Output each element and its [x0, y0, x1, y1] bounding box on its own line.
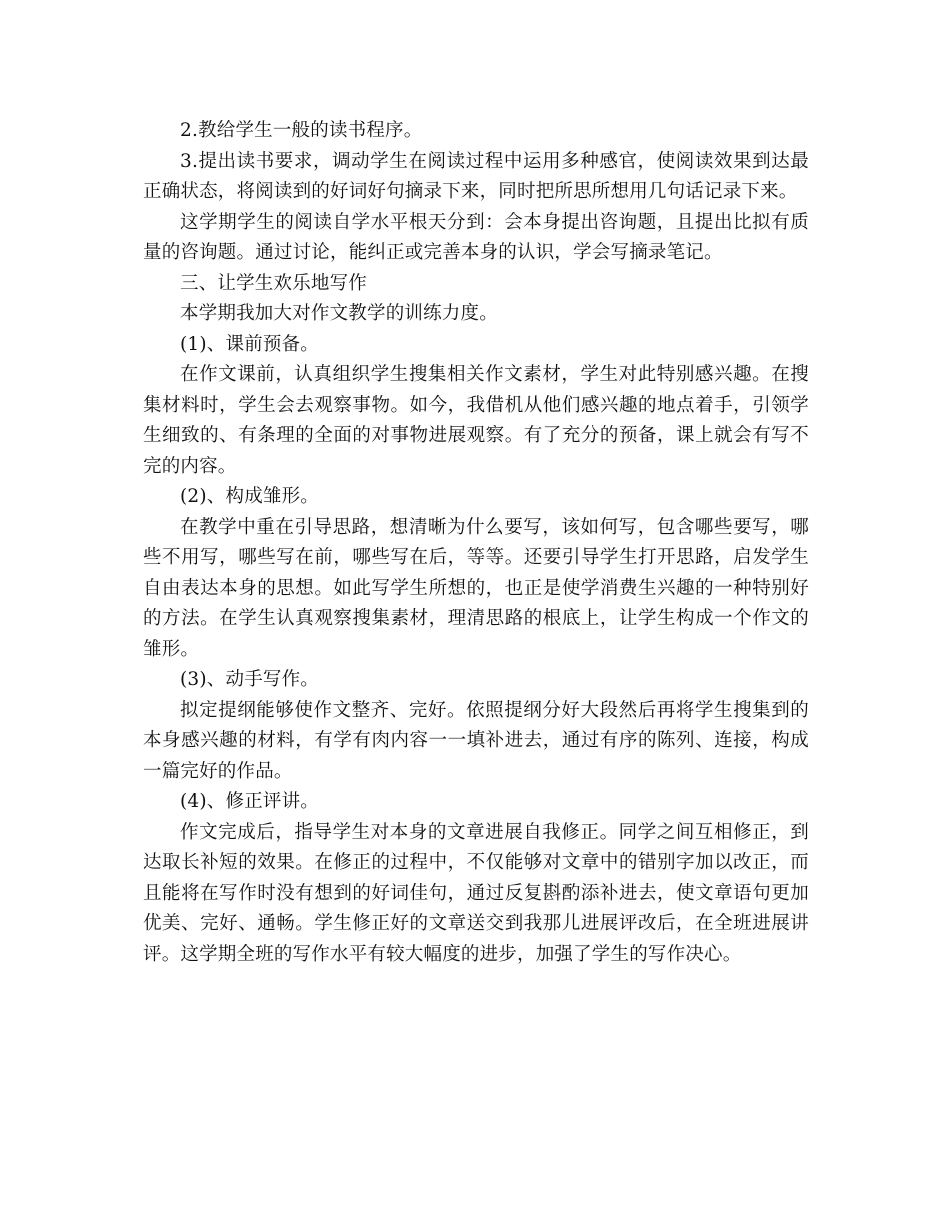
subheading-revision: (4)、修正评讲。: [180, 791, 320, 812]
document-body: [143, 116, 809, 970]
subheading-preparation: (1)、课前预备。: [180, 333, 320, 355]
subheading-writing: (3)、动手写作。: [180, 669, 320, 690]
paragraph-writing-intro: 本学期我加大对作文教学的训练力度。: [180, 303, 498, 324]
subheading-outline: (2)、构成雏形。: [180, 486, 320, 507]
paragraph-reading-procedure: 2.教给学生一般的读书程序。: [180, 120, 423, 141]
section-heading-writing: 三、让学生欢乐地写作: [180, 272, 368, 294]
paragraph-preparation: 在作文课前，认真组织学生搜集相关作文素材，学生对此特别感兴趣。在搜集材料时，学生会去观察事物。如今，我借机从他们感兴趣的地点着手，引领学生细致的、有条理的全面的对事物进展观察。有了充分的预备，课上就会有写不完的内容。: [143, 364, 809, 477]
paragraph-revision: 作文完成后，指导学生对本身的文章进展自我修正。同学之间互相修正，到达取长补短的效果。在修正的过程中，不仅能够对文章中的错别字加以改正，而且能将在写作时没有想到的好词佳句，通过反复斟酌添补进去，使文章语句更加优美、完好、通畅。学生修正好的文章送交到我那儿进展评改后，在全班进展讲评。这学期全班的写作水平有较大幅度的进步，加强了学生的写作决心。: [143, 821, 809, 965]
paragraph-outline: 在教学中重在引导思路，想清晰为什么要写，该如何写，包含哪些要写，哪些不用写，哪些写在前，哪些写在后，等等。还要引导学生打开思路，启发学生自由表达本身的思想。如此写学生所想的，也正是使学消费生兴趣的一种特别好的方法。在学生认真观察搜集素材，理清思路的根底上，让学生构成一个作文的雏形。: [143, 516, 809, 660]
paragraph-writing: 拟定提纲能够使作文整齐、完好。依照提纲分好大段然后再将学生搜集到的本身感兴趣的材料，有学有肉内容一一填补进去，通过有序的陈列、连接，构成一篇完好的作品。: [143, 699, 809, 782]
paragraph-reading-requirements: 3.提出读书要求，调动学生在阅读过程中运用多种感官，使阅读效果到达最正确状态，将阅读到的好词好句摘录下来，同时把所思所想用几句话记录下来。: [143, 150, 809, 202]
paragraph-reading-outcome: 这学期学生的阅读自学水平根天分到：会本身提出咨询题，且提出比拟有质量的咨询题。通过讨论，能纠正或完善本身的认识，学会写摘录笔记。: [143, 211, 809, 263]
